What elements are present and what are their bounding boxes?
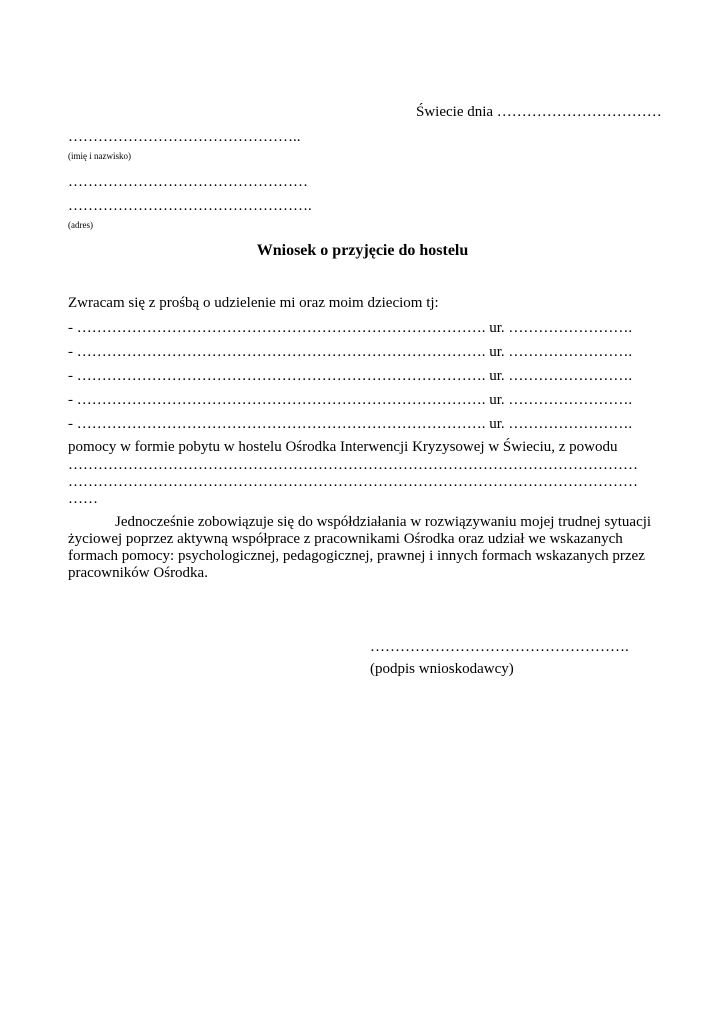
- document-title: Wniosek o przyjęcie do hostelu: [256, 242, 469, 259]
- child-row[interactable]: - ………………………………………………………………………. ur. …………………….: [68, 368, 633, 384]
- applicant-address-caption: (adres): [68, 220, 93, 230]
- applicant-address-line-2[interactable]: ………………………………………….: [68, 198, 312, 214]
- child-row[interactable]: - ………………………………………………………………………. ur. …………………….: [68, 344, 633, 360]
- request-intro: Zwracam się z prośbą o udzielenie mi oraz moim dzieciom tj:: [68, 295, 439, 311]
- signature-caption: (podpis wnioskodawcy): [370, 661, 514, 677]
- commitment-line-4: pracowników Ośrodka.: [68, 565, 208, 581]
- reason-line[interactable]: ……………………………………………………………………………………………………: [68, 474, 638, 490]
- applicant-address-line-1[interactable]: …………………………………………: [68, 174, 308, 190]
- reason-line[interactable]: ……: [68, 491, 98, 507]
- child-row[interactable]: - ………………………………………………………………………. ur. …………………….: [68, 392, 633, 408]
- applicant-name-caption: (imię i nazwisko): [68, 151, 131, 161]
- reason-intro: pomocy w formie pobytu w hostelu Ośrodka Interwencji Kryzysowej w Świeciu, z powodu: [68, 439, 618, 455]
- reason-line[interactable]: ……………………………………………………………………………………………………: [68, 457, 638, 473]
- applicant-name-line[interactable]: ………………………………………..: [68, 129, 301, 145]
- commitment-line-3: formach pomocy: psychologicznej, pedagogicznej, prawnej i innych formach wskazanych przez: [68, 548, 645, 564]
- place-date: Świecie dnia ……………………………: [416, 104, 662, 120]
- commitment-line-1: Jednocześnie zobowiązuje się do współdziałania w rozwiązywaniu mojej trudnej sytuacji: [115, 514, 652, 530]
- signature-line[interactable]: …………………………………………….: [370, 639, 629, 655]
- child-row[interactable]: - ………………………………………………………………………. ur. …………………….: [68, 320, 633, 336]
- child-row[interactable]: - ………………………………………………………………………. ur. …………………….: [68, 416, 633, 432]
- commitment-line-2: życiowej poprzez aktywną współprace z pracownikami Ośrodka oraz udział we wskazanych: [68, 531, 623, 547]
